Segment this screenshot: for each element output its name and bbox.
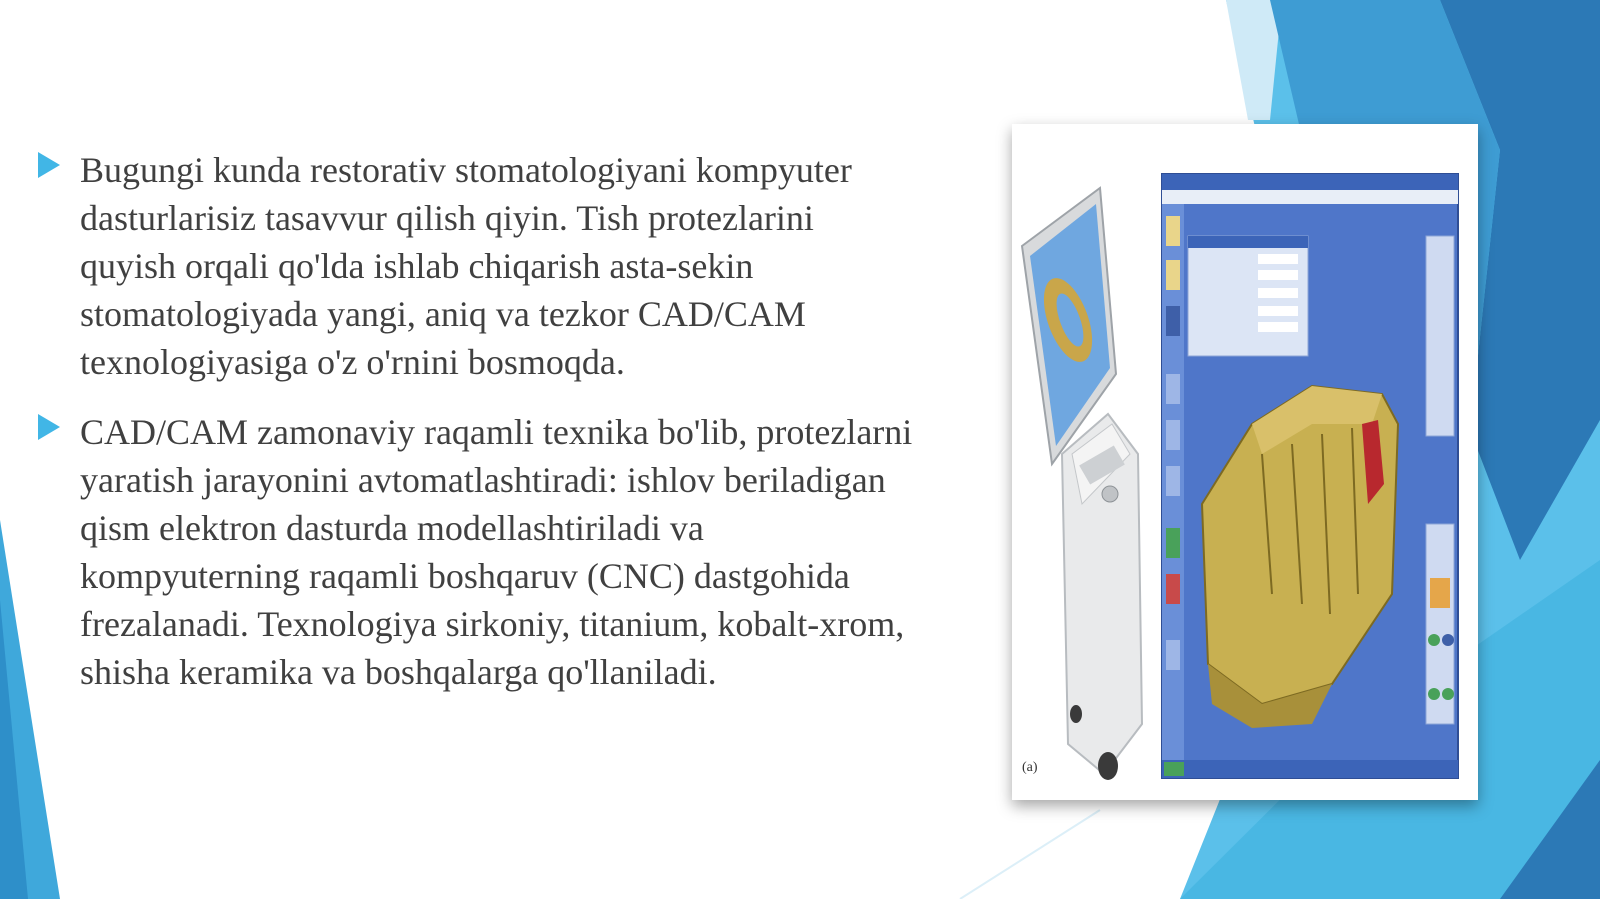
figure-label: (a)	[1022, 760, 1038, 775]
bullet-item	[36, 146, 916, 386]
cad-software-window	[1162, 174, 1458, 778]
scanner-device	[1022, 188, 1142, 780]
triangle-bullet-icon	[38, 152, 60, 178]
bullet-text: CAD/CAM zamonaviy raqamli texnika bo'lib, protezlarni yaratish jarayonini avtomatlashtiradi: ishlov beriladigan qism elektron dasturda modellashtiriladi va kompyuterning raqamli boshqaruv (CNC) dastgohida frezalanadi. Texnologiya sirkoniy, titanium, kobalt-xrom, shisha keramika va boshqalarga qo'llaniladi.	[80, 412, 913, 692]
cad-cam-picture	[1012, 124, 1478, 800]
triangle-bullet-icon	[38, 414, 60, 440]
bullet-list	[36, 146, 916, 718]
cad-cam-scanner-and-software-illustration	[1012, 124, 1478, 800]
bullet-text: Bugungi kunda restorativ stomatologiyani kompyuter dasturlarisiz tasavvur qilish qiyin. Tish protezlarini quyish orqali qo'lda ishlab chiqarish asta-sekin stomatologiyada yangi, aniq va tezkor CAD/CAM texnologiyasiga o'z o'rnini bosmoqda.	[80, 150, 852, 382]
bullet-item	[36, 408, 916, 696]
bg-line	[960, 810, 1100, 899]
